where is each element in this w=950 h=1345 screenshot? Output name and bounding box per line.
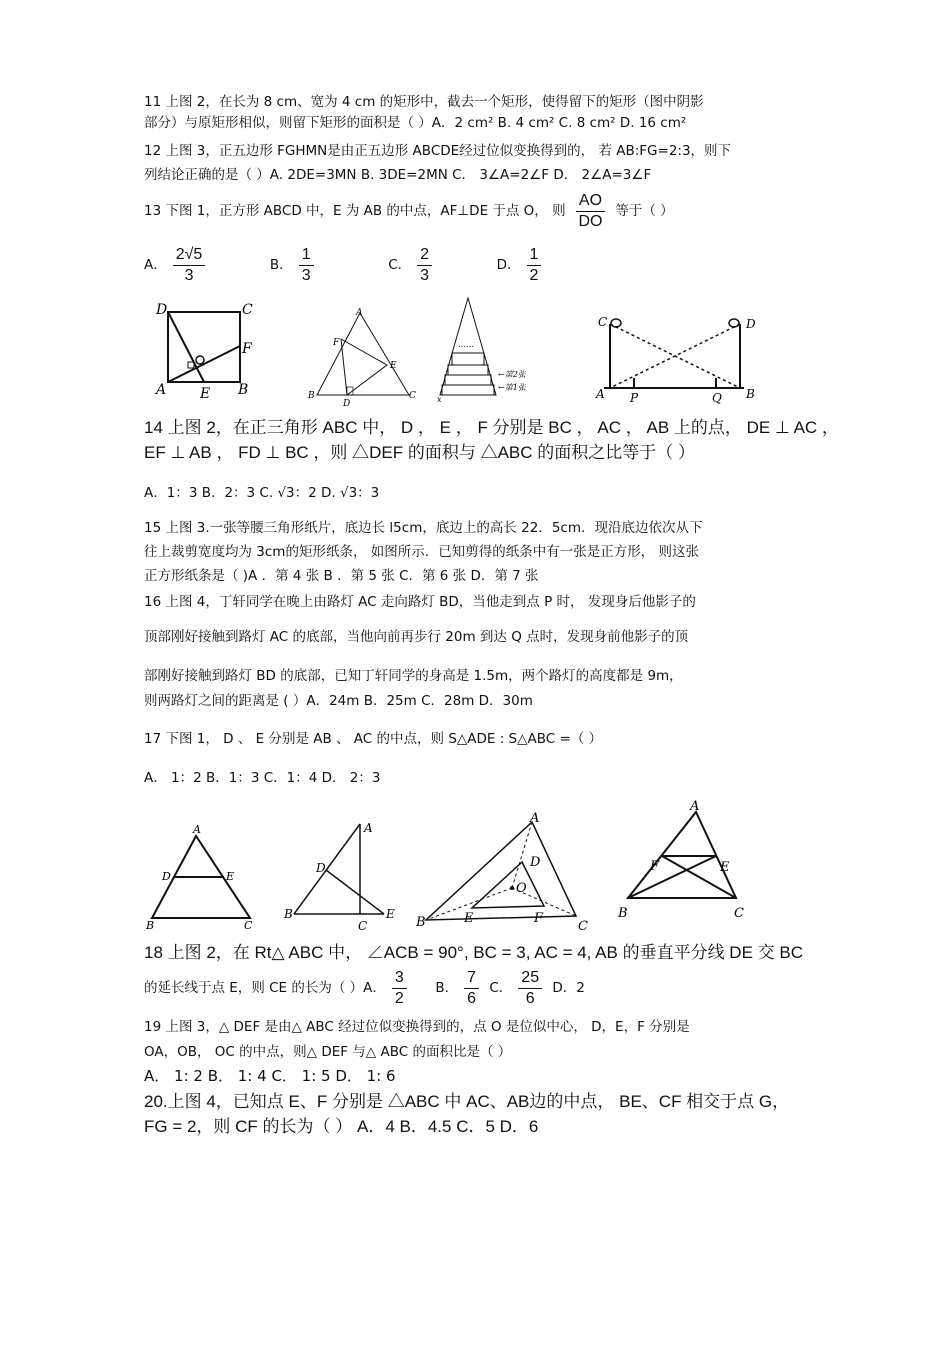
q13-opt-b: B． [269,257,293,273]
q13-opt-b-num: 1 [299,245,314,266]
g2-label-b: B [284,907,293,921]
g4-label-a: A [690,799,700,814]
g2-label-a: A [364,821,373,835]
g3-label-c: C [578,919,588,933]
q18-opt-a-frac [392,968,407,1009]
g3-label-e: E [464,911,474,926]
f1-label-e: E [200,386,211,400]
q18-stem: 的延长线于点 E，则 CE 的长为（ ）A． [144,980,386,996]
q18-opt-c: C． [489,980,513,996]
q19-line2: OA，OB， OC 的中点，则△ DEF 与△ ABC 的面积比是（ ） [144,1044,512,1060]
q16-line2: 顶部刚好接触到路灯 AC 的底部，当他向前再步行 20m 到达 Q 点时，发现身前他影子的顶 [144,629,689,645]
f2-label-c: C [409,391,416,401]
q14-options: A．1：3 B．2：3 C. √3：2 D. √3：3 [144,485,380,501]
q13-opt-b-frac [299,245,314,286]
figure-right-triangle [280,818,398,933]
q16-line4: 则两路灯之间的距离是 ( ）A．24m B．25m C．28m D．30m [144,693,533,709]
g3-label-b: B [416,915,426,930]
q20-line1: 20.上图 4，已知点 E、F 分别是 △ABC 中 AC、AB边的中点， BE、CF 相交于点 G， [144,1092,790,1111]
g2-label-c: C [358,919,368,933]
q14-line2: EF ⊥ AB ， FD ⊥ BC ，则 △DEF 的面积与 △ABC 的面积之比等于（ ） [144,443,695,462]
q13-options [144,244,547,286]
q13-stem-text: 13 下图 1，正方形 ABCD 中，E 为 AB 的中点，AF⊥DE 于点 O， 则 [144,203,566,219]
q20-line2: FG = 2，则 CF 的长为（ ） A．4 B．4.5 C．5 D．6 [144,1117,539,1136]
q18-line2 [144,966,585,1010]
q11-line2: 部分）与原矩形相似，则留下矩形的面积是（ ）A．2 cm² B. 4 cm² C. 8 cm² D. 16 cm² [144,115,687,131]
f1-label-d: D [156,302,168,318]
f1-label-b: B [238,382,249,398]
q16-line1: 16 上图 4，丁轩同学在晚上由路灯 AC 走向路灯 BD，当他走到点 P 时， 发现身后他影子的 [144,594,696,610]
f1-label-f: F [242,341,252,357]
f2-label-d: D [343,399,351,409]
q16-line3: 部刚好接触到路灯 BD 的底部，已知丁轩同学的身高是 1.5m，两个路灯的高度都是 9m， [144,668,683,684]
q18-b-num: 7 [464,968,479,989]
figure-equilateral-triangle [305,305,425,410]
f4-label-p: P [630,391,639,404]
q14-line1: 14 上图 2，在正三角形 ABC 中， D ， E ， F 分别是 BC ， AC ， AB 上的点， DE ⊥ AC ， [144,418,839,437]
f4-label-q: Q [712,391,722,404]
q18-c-num: 25 [518,968,542,989]
figure-triangle-midline [146,822,258,932]
g1-label-c: C [244,919,253,932]
g3-label-o: O [516,881,527,896]
q13-stem [144,190,674,232]
f2-label-a: A [356,308,363,318]
q13-opt-a-frac [173,245,206,286]
q12-line2: 列结论正确的是（ ）A. 2DE=3MN B. 3DE=2MN C． 3∠A=2∠F D． 2∠A=3∠F [144,167,652,183]
f4-label-b: B [746,387,755,401]
q18-opt-b-frac [464,968,479,1009]
g3-label-f: F [534,911,544,926]
q18-line1: 18 上图 2，在 Rt△ ABC 中， ∠ACB = 90°, BC = 3, AC = 4, AB 的垂直平分线 DE 交 BC [144,943,803,962]
q19-line1: 19 上图 3，△ DEF 是由△ ABC 经过位似变换得到的，点 O 是位似中心， D，E，F 分别是 [144,1019,690,1035]
q17-options: A． 1：2 B．1：3 C．1：4 D． 2：3 [144,770,381,786]
q13-opt-d: D． [496,257,521,273]
g1-label-d: D [162,870,171,883]
q13-fraction [576,191,605,232]
f4-label-a: A [596,387,605,401]
q19-options: A． 1: 2 B． 1: 4 C． 1: 5 D． 1: 6 [144,1067,396,1085]
f4-label-d: D [746,317,756,331]
f2-label-b: B [308,391,315,401]
q13-frac-den: DO [578,212,603,230]
f3-label-strip2: ←第2张 [498,370,526,379]
q13-opt-d-num: 1 [527,245,542,266]
figure-medians [614,796,754,926]
q13-stem-end: 等于（ ） [615,203,674,219]
f3-dots: …… [458,340,474,349]
f2-label-f: F [333,338,340,348]
f2-label-e: E [390,361,397,371]
q13-opt-c-num: 2 [417,245,432,266]
f3-label-strip1: ←第1张 [498,383,526,392]
g2-label-e: E [386,907,395,921]
q18-opt-d: D．2 [552,980,585,996]
q18-b-den: 6 [467,989,477,1007]
q12-line1: 12 上图 3，正五边形 FGHMN是由正五边形 ABCDE经过位似变换得到的， 若 AB:FG=2:3，则下 [144,143,732,159]
svg-text:x: x [437,395,442,403]
q15-line2: 往上裁剪宽度均为 3cm的矩形纸条， 如图所示．已知剪得的纸条中有一张是正方形， 则这张 [144,544,700,560]
q13-opt-a-num: 2√5 [173,245,206,266]
g3-label-d: D [530,855,541,870]
g4-label-f: F [650,859,660,874]
q13-opt-c: C． [388,257,412,273]
g4-label-c: C [734,906,744,921]
g1-label-e: E [226,870,235,883]
g2-label-d: D [316,861,326,875]
q18-a-den: 2 [394,989,404,1007]
q15-line1: 15 上图 3.一张等腰三角形纸片，底边长 l5cm，底边上的高长 22．5cm．现沿底边依次从下 [144,520,703,536]
g1-label-a: A [193,823,201,836]
g4-label-e: E [720,860,730,875]
f1-label-a: A [156,382,167,398]
q18-opt-b: B． [435,980,459,996]
q13-opt-d-den: 2 [529,266,539,284]
q18-a-num: 3 [392,968,407,989]
g3-label-a: A [530,811,540,826]
g1-label-b: B [146,919,155,932]
figure-street-lamps [592,312,762,404]
figure-square-abcd [148,298,258,400]
q13-frac-num: AO [576,191,605,212]
q13-opt-a-den: 3 [184,266,194,284]
q18-opt-c-frac [518,968,542,1009]
q17-line1: 17 下图 1， D 、 E 分别是 AB 、 AC 的中点，则 S△ADE : S△ABC =（ ） [144,731,603,747]
q15-line3: 正方形纸条是（ )A ．第 4 张 B ．第 5 张 C．第 6 张 D．第 7 张 [144,568,539,584]
q18-c-den: 6 [525,989,535,1007]
q13-opt-b-den: 3 [301,266,311,284]
f1-label-c: C [242,302,253,318]
q13-opt-d-frac [527,245,542,286]
q13-opt-c-frac [417,245,432,286]
figure-paper-strips [432,295,552,403]
q13-opt-c-den: 3 [420,266,430,284]
g4-label-b: B [618,906,628,921]
q11-line1: 11 上图 2，在长为 8 cm、宽为 4 cm 的矩形中，截去一个矩形，使得留下的矩形（图中阴影 [144,94,704,110]
figure-homothety [414,808,594,933]
f4-label-c: C [598,315,608,329]
q13-opt-a: A． [144,257,167,273]
